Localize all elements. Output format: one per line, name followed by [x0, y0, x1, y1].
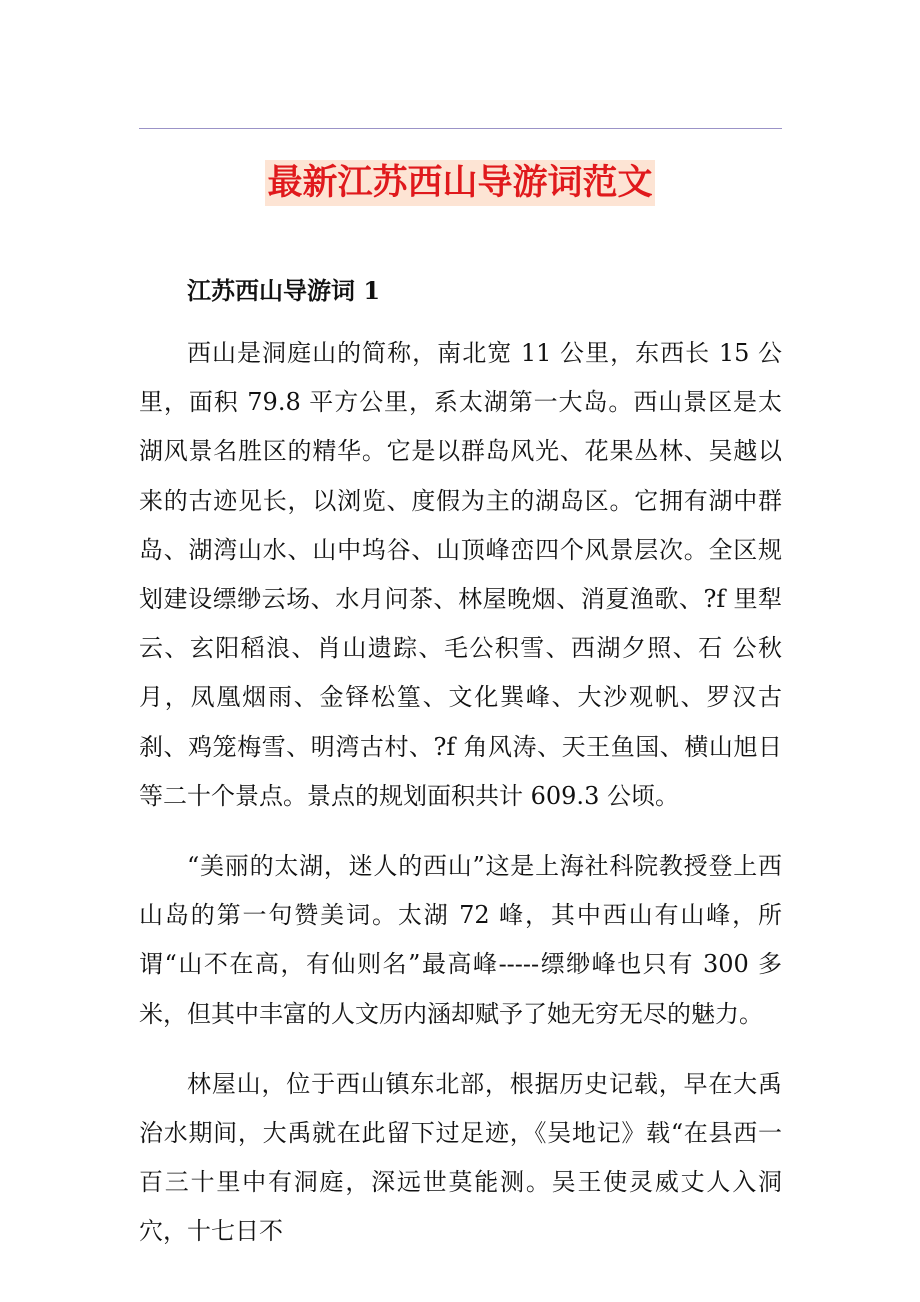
title-container	[0, 160, 920, 206]
paragraph-2: “美丽的太湖，迷人的西山”这是上海社科院教授登上西山岛的第一句赞美词。太湖 72 峰，其中西山有山峰，所谓“山不在高，有仙则名”最高峰-----缥缈峰也只有 300 多米，但其中丰富的人文历内涵却赋予了她无穷无尽的魅力。	[139, 852, 782, 1028]
paragraph-3: 林屋山，位于西山镇东北部，根据历史记载，早在大禹治水期间，大禹就在此留下过足迹，《吴地记》载“在县西一百三十里中有洞庭，深远世莫能测。吴王使灵威丈人入洞穴，十七日不	[139, 1069, 782, 1246]
section-heading: 江苏西山导游词 1	[187, 276, 381, 305]
paragraph-1: 西山是洞庭山的简称，南北宽 11 公里，东西长 15 公里，面积 79.8 平方公里，系太湖第一大岛。西山景区是太湖风景名胜区的精华。它是以群岛风光、花果丛林、吴越以来的古迹见长，以浏览、度假为主的湖岛区。它拥有湖中群岛、湖湾山水、山中坞谷、山顶峰峦四个风景层次。全区规划建设缥缈云场、水月问茶、林屋晚烟、消夏渔歌、?f 里犁云、玄阳稻浪、肖山遗踪、毛公积雪、西湖夕照、石 公秋月，凤凰烟雨、金铎松篁、文化巽峰、大沙观帆、罗汉古刹、鸡笼梅雪、明湾古村、?f 角风涛、天王鱼国、横山旭日等二十个景点。景点的规划面积共计 609.3 公顷。	[139, 339, 782, 810]
document-body	[139, 268, 782, 1257]
document-title: 最新江苏西山导游词范文	[265, 160, 654, 206]
header-divider	[139, 128, 782, 129]
